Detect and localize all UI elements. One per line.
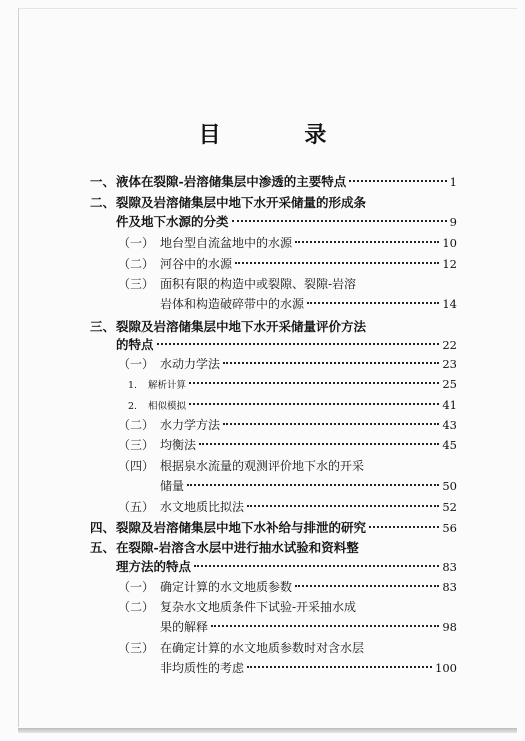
toc-entry-number: （二） (118, 600, 155, 614)
toc-page-number: 83 (442, 580, 457, 594)
toc-entry (90, 172, 457, 192)
toc-entry-number: （二） (118, 418, 155, 432)
toc-entry (160, 617, 457, 637)
toc-dot-leader (189, 403, 439, 405)
toc-entry-title: 理方法的特点 (116, 559, 192, 574)
toc-dot-leader (223, 423, 439, 425)
toc-page-number: 100 (435, 661, 457, 675)
toc-entry (118, 274, 356, 294)
toc-entry (118, 456, 364, 476)
toc-entry-number: （五） (118, 500, 155, 514)
toc-page-number: 1 (449, 175, 457, 189)
toc-entry-number: （一） (118, 580, 155, 594)
toc-entry (116, 557, 457, 577)
toc-entry-title: 河谷中的水源 (160, 257, 233, 271)
toc-dot-leader (247, 666, 432, 668)
toc-dot-leader (295, 585, 439, 587)
toc-entry-number: （一） (118, 357, 155, 371)
toc-entry-title: 裂隙及岩溶储集层中地下水开采储量评价方法 (116, 319, 367, 334)
toc-entry (128, 374, 457, 394)
toc-entry-number: （三） (118, 438, 155, 452)
toc-entry (160, 658, 457, 678)
toc-dot-leader (232, 220, 447, 222)
toc-entry-title: 液体在裂隙-岩溶储集层中渗透的主要特点 (116, 174, 347, 189)
toc-page-number: 25 (442, 377, 457, 391)
toc-entry-number: 四、 (90, 520, 116, 535)
toc-entry (160, 294, 457, 314)
toc-entry (118, 435, 457, 455)
toc-entry-number: 一、 (90, 174, 116, 189)
toc-page-number: 22 (442, 338, 457, 352)
toc-entry (90, 193, 366, 213)
toc-page-number: 52 (442, 500, 457, 514)
toc-dot-leader (349, 180, 446, 182)
toc-entry (118, 354, 457, 374)
toc-entry (90, 538, 359, 558)
toc-entry-title: 在裂隙-岩溶含水层中进行抽水试验和资料整 (116, 540, 359, 555)
toc-entry-title: 地台型自流盆地中的水源 (160, 236, 293, 250)
toc-dot-leader (307, 302, 439, 304)
toc-entry (118, 254, 457, 274)
toc-entry-title: 在确定计算的水文地质参数时对含水层 (160, 641, 365, 655)
toc-entry (160, 476, 457, 496)
toc-entry-number: （三） (118, 277, 155, 291)
toc-entry (116, 335, 457, 355)
toc-entry (118, 497, 457, 517)
toc-dot-leader (189, 382, 439, 384)
toc-page-number: 98 (442, 620, 457, 634)
toc-entry-title: 岩体和构造破碎带中的水源 (160, 297, 305, 311)
toc-entry (118, 597, 356, 617)
toc-entry (90, 317, 366, 337)
toc-entry-title: 裂隙及岩溶储集层中地下水开采储量的形成条 (116, 195, 367, 210)
toc-entry-title: 面积有限的构造中或裂隙、裂隙-岩溶 (160, 277, 357, 291)
toc-entry-title: 水动力学法 (160, 357, 221, 371)
toc-page-number: 10 (442, 236, 457, 250)
toc-entry-title: 件及地下水源的分类 (116, 214, 229, 229)
toc-entry-number: 1. (128, 380, 138, 391)
toc-entry (118, 577, 457, 597)
toc-entry-title: 的特点 (116, 337, 154, 352)
toc-entry-title: 均衡法 (160, 438, 197, 452)
toc-entry (116, 212, 457, 232)
toc-entry-number: 五、 (90, 540, 116, 555)
toc-entry-number: （四） (118, 459, 155, 473)
toc-entry-number: 二、 (90, 195, 116, 210)
toc-entry-title: 复杂水文地质条件下试验-开采抽水成 (160, 600, 357, 614)
toc-entry (118, 638, 364, 658)
page-bottom-shadow (18, 728, 517, 733)
toc-entry (128, 395, 457, 415)
toc-dot-leader (235, 262, 439, 264)
toc-entry (118, 233, 457, 253)
toc-dot-leader (157, 343, 440, 345)
toc-entry-title: 非均质性的考虑 (160, 661, 245, 675)
toc-entry-number: 三、 (90, 319, 116, 334)
toc-dot-leader (211, 625, 439, 627)
toc-entry (90, 518, 457, 538)
page-title: 目 录 (198, 122, 365, 148)
toc-entry-title: 水文地质比拟法 (160, 500, 245, 514)
toc-page-number: 14 (442, 297, 457, 311)
toc-entry-title: 裂隙及岩溶储集层中地下水补给与排泄的研究 (116, 520, 367, 535)
toc-page-number: 43 (442, 418, 457, 432)
toc-page-number: 50 (442, 479, 457, 493)
toc-entry-title: 解析计算 (148, 380, 187, 391)
toc-dot-leader (194, 565, 439, 567)
toc-page-number: 9 (449, 215, 457, 229)
toc-dot-leader (247, 505, 439, 507)
toc-entry-title: 根据泉水流量的观测评价地下水的开采 (160, 459, 365, 473)
toc-page-number: 23 (442, 357, 457, 371)
toc-entry-title: 水力学方法 (160, 418, 221, 432)
toc-entry-number: 2. (128, 401, 138, 412)
toc-dot-leader (187, 484, 439, 486)
toc-dot-leader (295, 241, 439, 243)
toc-entry-title: 相似模拟 (148, 401, 187, 412)
toc-page-number: 56 (442, 521, 457, 535)
toc-page-number: 83 (442, 560, 457, 574)
toc-dot-leader (199, 443, 439, 445)
toc-page-number: 41 (442, 398, 457, 412)
toc-entry-number: （一） (118, 236, 155, 250)
toc-entry-title: 果的解释 (160, 620, 209, 634)
toc-entry (118, 415, 457, 435)
toc-entry-title: 确定计算的水文地质参数 (160, 580, 293, 594)
toc-entry-number: （二） (118, 257, 155, 271)
toc-page-number: 45 (442, 438, 457, 452)
toc-page-number: 12 (442, 257, 457, 271)
toc-entry-number: （三） (118, 641, 155, 655)
toc-dot-leader (223, 362, 439, 364)
toc-entry-title: 储量 (160, 479, 185, 493)
toc-dot-leader (369, 526, 439, 528)
